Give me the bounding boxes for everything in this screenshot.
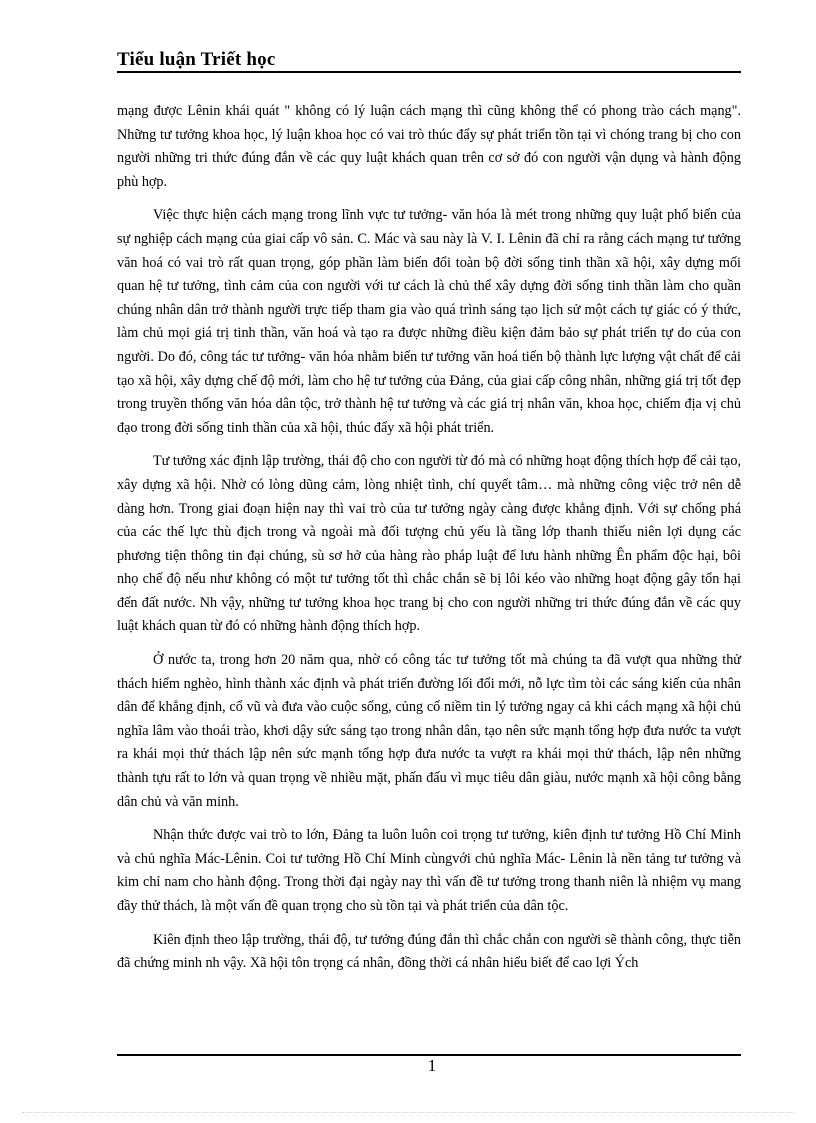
paragraph: Nhận thức được vai trò to lớn, Đảng ta luôn luôn coi trọng tư tưởng, kiên định tư tưởng Hồ Chí Minh và chủ nghĩa Mác-Lênin. Coi tư tưởng Hồ Chí Minh cùngvới chủ nghĩa Mác- Lênin là nền tảng tư tưởng và kim chỉ nam cho hành động. Trong thời đại ngày nay thì vấn đề tư tưởng trong thanh niên là nhiệm vụ mang đầy thử thách, là một vấn đề quan trọng cho sù tồn tại và phát triển của dân tộc. <box>117 827 741 914</box>
page-number: 1 <box>427 1056 437 1075</box>
page-edge-line <box>22 1112 794 1113</box>
paragraph: Tư tưởng xác định lập trường, thái độ cho con người từ đó mà có những hoạt động thích hợp để cải tạo, xây dựng xã hội. Nhờ có lòng dũng cảm, lòng nhiệt tình, chí quyết tâm… mà những công việc trở nên dễ dàng hơn. Trong giai đoạn hiện nay thì vai trò của tư tưởng ngày càng được khẳng định. Với sự chống phá của các thế lực thù địch trong và ngoài mà đối tượng chủ yếu là tầng lớp thanh thiếu niên lợi dụng các phương tiện thông tin đại chúng, sù sơ hở của hàng rào pháp luật để lưu hành những Ên phẩm độc hại, bôi nhọ chế độ nếu như không có một tư tưởng tốt thì chắc chắn sẽ bị lôi kéo vào những hoạt động gây tổn hại đến đất nước. Nh vậy, những tư tưởng khoa học trang bị cho con người những tri thức đúng đắn về các quy luật khách quan từ đó có những hành động thích hợp. <box>117 453 741 635</box>
paragraph: Kiên định theo lập trường, thái độ, tư tưởng đúng đắn thì chắc chắn con người sẽ thành công, thực tiễn đã chứng minh nh vậy. Xã hội tôn trọng cá nhân, đồng thời cá nhân hiểu biết để cao lợi Ých <box>117 931 741 972</box>
paragraph: Ở nước ta, trong hơn 20 năm qua, nhờ có công tác tư tưởng tốt mà chúng ta đã vượt qua những thử thách hiểm nghèo, hình thành xác định và phát triển đường lối đổi mới, nỗ lực tìm tòi các sáng kiến của nhân dân để khẳng định, cổ vũ và đưa vào cuộc sống, củng cố niềm tin lý tưởng ngay cả khi cách mạng xã hội chủ nghĩa lâm vào thoái trào, khơi dậy sức sáng tạo trong nhân dân, tạo nên sức mạnh tổng hợp đưa nước ta vượt ra khái mọi thử thách lập nên sức mạnh tổng hợp đưa nước ta vượt ra khái mọi thử thách, lập nên những thành tựu rất to lớn và quan trọng về nhiều mặt, phấn đấu vì mục tiêu dân giàu, nước mạnh xã hội công bằng dân chủ và văn minh. <box>117 652 741 810</box>
paragraph: Việc thực hiện cách mạng trong lĩnh vực tư tưởng- văn hóa là mét trong những quy luật phổ biến của sự nghiệp cách mạng của giai cấp vô sản. C. Mác và sau này là V. I. Lênin đã chỉ ra rằng cách mạng tư tưởng văn hoá có vai trò rất quan trọng, góp phần làm biến đổi toàn bộ đời sống tinh thần xã hội, xây dựng mối quan hệ tư tưởng, tình cảm của con người với tư cách là chủ thể xây dựng đời sống tinh thần làm cho quần chúng nhân dân trở thành người trực tiếp tham gia vào quá trình sáng tạo lịch sử một cách tự giác có ý thức, làm chủ mọi giá trị tinh thần, văn hoá và tạo ra được những điều kiện đảm bảo sự phát triển tự do của con người. Do đó, công tác tư tưởng- văn hóa nhằm biến tư tưởng văn hoá tiến bộ thành lực lượng vật chất để cải tạo xã hội, xây dựng chế độ mới, làm cho hệ tư tưởng của Đảng, của giai cấp công nhân, những giá trị tốt đẹp trong truyền thống văn hóa dân tộc, trở thành hệ tư tưởng và các giá trị nhân văn, khoa học, chiếm địa vị chủ đạo trong đời sống tinh thần của xã hội, thúc đẩy xã hội phát triển. <box>117 207 741 436</box>
document-title: Tiểu luận Triết học <box>117 49 276 70</box>
document-body <box>117 100 741 986</box>
paragraph: mạng được Lênin khái quát " không có lý luận cách mạng thì cũng không thể có phong trào cách mạng". Những tư tưởng khoa học, lý luận khoa học có vai trò thúc đẩy sự phát triển tồn tại vì chóng trang bị cho con người những tri thức đúng đắn về các quy luật khách quan trên cơ sở đó con người vận dụng và hành động phù hợp. <box>117 103 741 190</box>
header-divider <box>117 71 741 73</box>
